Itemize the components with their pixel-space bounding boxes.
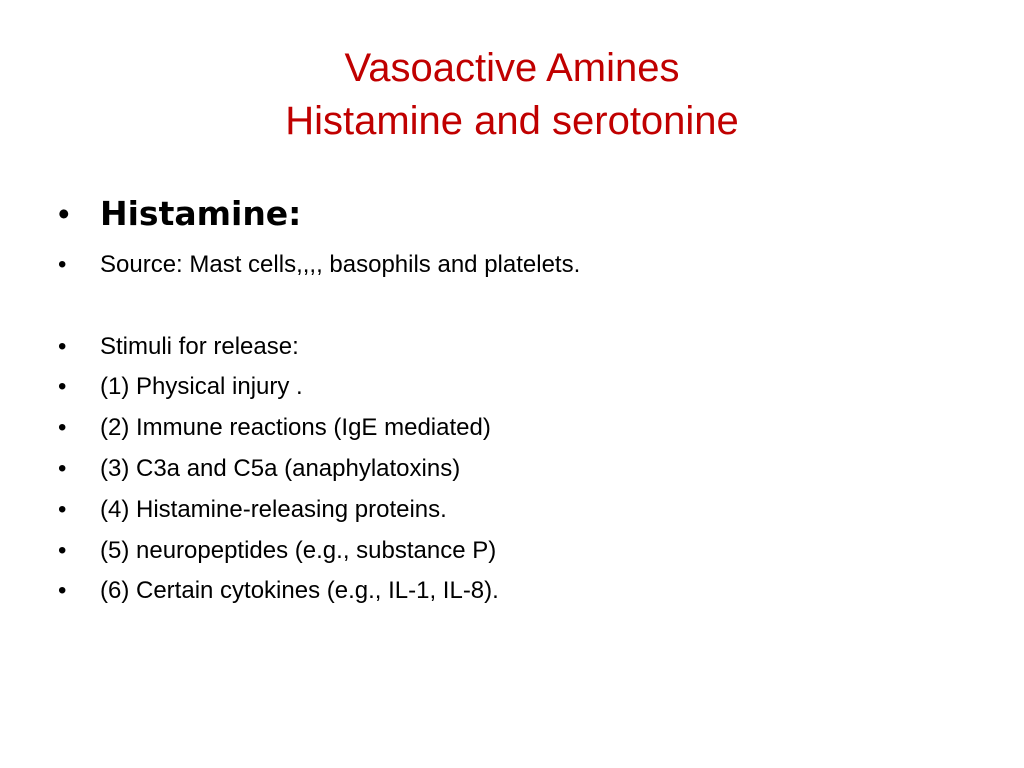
- list-item-text: (2) Immune reactions (IgE mediated): [100, 414, 491, 442]
- bullet-marker: •: [58, 414, 67, 442]
- list-item-text: Stimuli for release:: [100, 332, 299, 360]
- slide-title: [0, 42, 1024, 148]
- bullet-marker: •: [58, 536, 67, 564]
- section-heading: [58, 186, 301, 242]
- title-line-1: Vasoactive Amines: [344, 46, 680, 90]
- bullet-marker: •: [58, 373, 67, 401]
- section-heading-label: Histamine:: [100, 194, 302, 233]
- list-item: [58, 449, 580, 490]
- list-item-text: (6) Certain cytokines (e.g., IL-1, IL-8).: [100, 577, 499, 605]
- list-item: [58, 571, 580, 612]
- bullet-marker: •: [58, 454, 67, 482]
- list-item-text: (3) C3a and C5a (anaphylatoxins): [100, 454, 461, 482]
- list-item-text: (1) Physical injury .: [100, 373, 303, 401]
- list-item-text: (4) Histamine-releasing proteins.: [100, 495, 447, 523]
- list-item: [58, 408, 580, 449]
- list-spacer: [58, 286, 580, 327]
- bullet-list: [58, 245, 580, 612]
- list-item-text: Source: Mast cells,,,, basophils and platelets.: [100, 251, 581, 278]
- bullet-marker: •: [58, 251, 67, 278]
- bullet-marker: •: [58, 332, 67, 360]
- bullet-marker: •: [58, 577, 67, 605]
- list-item: [58, 245, 580, 286]
- list-item: [58, 490, 580, 531]
- title-line-2: Histamine and serotonine: [285, 99, 739, 143]
- list-item-text: (5) neuropeptides (e.g., substance P): [100, 536, 497, 564]
- list-item: [58, 367, 580, 408]
- bullet-marker: •: [58, 495, 67, 523]
- list-item: [58, 531, 580, 572]
- list-item: [58, 327, 580, 368]
- bullet-marker: •: [58, 195, 70, 232]
